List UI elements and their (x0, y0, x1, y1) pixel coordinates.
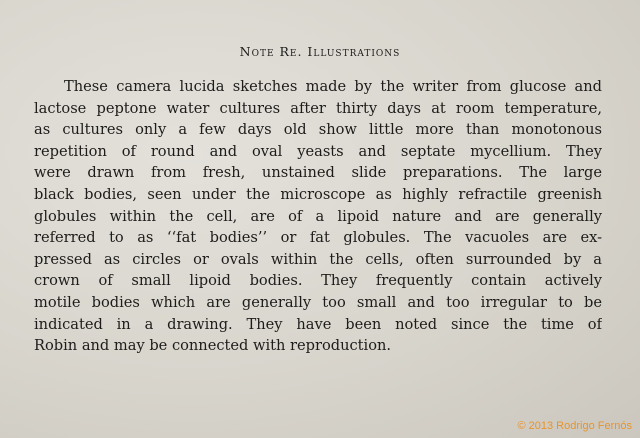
paragraph-line: lactose peptone water cultures after thirty days at room temperature, (34, 99, 602, 117)
paragraph-line: were drawn from fresh, unstained slide preparations. The large (34, 164, 602, 182)
copyright-watermark: © 2013 Rodrigo Fernós (517, 420, 632, 432)
paragraph-line: as cultures only a few days old show little more than monotonous (34, 121, 602, 139)
paragraph-line: Robin and may be connected with reproduction. (34, 337, 392, 355)
paragraph-line: indicated in a drawing. They have been noted since the time of (34, 315, 602, 333)
paragraph-line: These camera lucida sketches made by the writer from glucose and (64, 78, 602, 95)
body-paragraph (34, 76, 602, 357)
paragraph-line: globules within the cell, are of a lipoid nature and are generally (34, 207, 602, 225)
paragraph-line: motile bodies which are generally too small and too irregular to be (34, 293, 602, 311)
paragraph-line: black bodies, seen under the microscope as highly refractile greenish (34, 185, 602, 203)
paragraph-line: referred to as ‘‘fat bodies’’ or fat globules. The vacuoles are ex- (34, 229, 602, 247)
paragraph-line: pressed as circles or ovals within the cells, often surrounded by a (34, 250, 602, 268)
page-title: Note Re. Illustrations (239, 44, 401, 59)
paragraph-line: crown of small lipoid bodies. They frequently contain actively (34, 272, 602, 290)
paragraph-line: repetition of round and oval yeasts and septate mycellium. They (34, 142, 602, 160)
